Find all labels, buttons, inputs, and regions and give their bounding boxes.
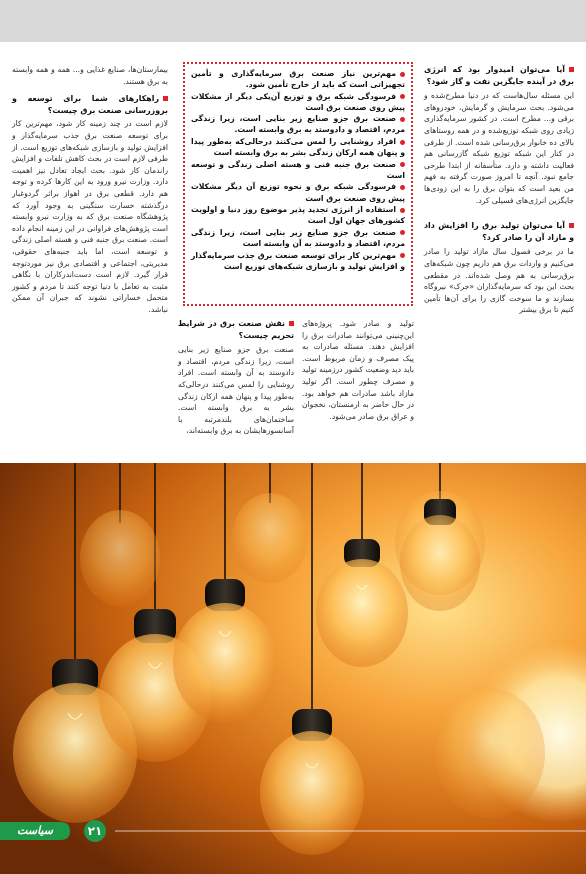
page-footer <box>0 818 586 842</box>
left-column <box>12 64 168 315</box>
red-square-icon <box>569 223 574 228</box>
bullet-icon <box>400 253 405 258</box>
light-bulbs-photo <box>0 463 586 874</box>
highlight-item: مهم‌ترین کار برای توسعه صنعت برق جذب سرمایه‌گذار و افزایش تولید و بازسازی شبکه‌های توزیع است <box>191 250 405 271</box>
bullet-icon <box>400 94 405 99</box>
question-heading: آیا می‌توان تولید برق را افزایش داد و مازاد آن را صادر کرد؟ <box>424 221 574 242</box>
answer-paragraph: لازم است در چند زمینه کار شود، مهم‌ترین کار برای توسعه صنعت برق جذب سرمایه‌گذار و افزایش تولید و بازسازی شبکه‌های توزیع است. از طرفی لازم است در بحث کاهش تلفات و افزایش راندمان کار شود. بحث ایجاد تعادل نیز اهمیت دارد. وزارت نیرو ورود به این کارها کرده و توجه هم دارد. قطعی برق در اهواز براثر گردوغبار درگذشته خسارت سنگینی به وجود آورد که پژوهشگاه صنعت برق که به وزارت نیرو وابسته است پژوهش‌های فراوانی در این زمینه انجام داده است. صنعت برق جنبه فنی و هسته اصلی زندگی و توسعه است، اما باید جنبه‌های حقوقی، مدیریتی، اجتماعی و اقتصادی برق نیز موردتوجه قرار گیرد. لازم است دست‌اندرکاران با نگاهی مثبت به تعامل با دنیا توجه کنند تا مردم و کشور متحمل خساراتی نشوند که جبران آن ممکن نباشد. <box>12 119 168 314</box>
body-paragraph: تولید و صادر شود. پروژه‌های این‌چنینی می‌توانند صادرات برق را افزایش دهند. مسئله صادرات به پیک مصرف و زمان مربوط است. باید دید وضعیت کشور درزمینه تولید و مصرف چطور است. اگر تولید مازاد باشد صادرات هم خواهد بود. در حال حاضر به ارمنستان، نخجوان و عراق برق صادر می‌شود. <box>302 319 414 421</box>
bullet-icon <box>400 140 405 145</box>
bullet-icon <box>400 72 405 77</box>
red-square-icon <box>289 321 294 326</box>
question-heading: آیا می‌توان امیدوار بود که انرژی برق در آینده جایگزین نفت و گاز شود؟ <box>424 65 574 86</box>
bullet-icon <box>400 208 405 213</box>
answer-paragraph: این مسئله سال‌هاست که در دنیا مطرح‌شده و می‌شود. بحث سرمایش و گرمایش، خودروهای برقی و... مطرح است. در کشور سرمایه‌گذاری زیادی روی شبکه توزیع‌شده و در همه روستاهای بالای ده خانوار برق‌رسانی شده است. از طرفی در کنار این شبکه توزیع شبکه گازرسانی هم فعالیت داشته و دارد. متأسفانه از ابتدا طرحی جامع نبود. آنچه تا امروز صورت گرفته به فهم من بعید است که بتوان برق را به این زودی‌ها جایگزین انرژی‌های فسیلی کرد. <box>424 91 574 205</box>
highlight-item: استفاده از انرژی تجدید پذیر موضوع روز دنیا و اولویت کشورهای جهان اول است <box>191 205 405 226</box>
body-paragraph: بیمارستان‌ها، صنایع غذایی و... همه و همه وابسته به برق هستند. <box>12 65 168 86</box>
question-heading: نقش صنعت برق در شرایط تحریم چیست؟ <box>178 319 294 340</box>
red-square-icon <box>569 67 574 72</box>
highlight-item: مهم‌ترین نیاز صنعت برق سرمایه‌گذاری و تأمین تجهیزاتی است که باید از خارج تأمین شود. <box>191 69 405 90</box>
highlight-item: صنعت برق جزو صنایع زیر بنایی است، زیرا زندگی مردم، اقتصاد و دادوستد به برق وابسته است. <box>191 114 405 135</box>
bullet-icon <box>400 162 405 167</box>
highlight-item: فرسودگی شبکه برق و نحوه توزیع آن دیگر مشکلات پیش روی صنعت برق است <box>191 182 405 203</box>
logo-text: سیاست <box>17 824 53 837</box>
highlight-item: صنعت برق جزو صنایع زیر بنایی است، زیرا زندگی مردم، اقتصاد و دادوستد به آن وابسته است <box>191 227 405 248</box>
light-bulbs-image <box>0 463 586 874</box>
question-heading: راهکارهای شما برای توسعه و بروزرسانی صنعت برق چیست؟ <box>12 94 168 115</box>
bullet-icon <box>400 185 405 190</box>
answer-paragraph: ما در برخی فصول سال مازاد تولید را صادر می‌کنیم و واردات برق هم داریم چون شبکه‌های برق‌رسانی به هم وصل شده‌اند. در مقطعی بحث این بود که سرمایه‌گذاران «جرک» نیروگاه بسازند و ما سوخت گازی را برای آن‌ها تأمین کنیم تا برق بیشتر <box>424 247 574 315</box>
highlight-item: صنعت برق جنبه فنی و هسته اصلی زندگی و توسعه است <box>191 159 405 180</box>
bullet-icon <box>400 117 405 122</box>
header-band <box>0 0 586 42</box>
highlights-box <box>183 62 413 306</box>
page-number: ۲۱ <box>87 824 103 838</box>
bullet-icon <box>400 230 405 235</box>
highlight-item: فرسودگی شبکه برق و توزیع آن‌یکی دیگر از مشکلات پیش روی صنعت برق است <box>191 91 405 112</box>
middle-left-column <box>178 318 294 437</box>
answer-paragraph: صنعت برق جزو صنایع زیر بنایی است، زیرا زندگی مردم، اقتصاد و دادوستد به آن وابسته است. افراد روشنایی را لمس می‌کنند درحالی‌که به‌طور پیدا و پنهان همه ارکان زندگی بشر به برق وابسته است. ساختمان‌های بلندمرتبه با آسانسورهایشان به برق وابسته‌اند، <box>178 345 294 436</box>
highlight-item: افراد روشنایی را لمس می‌کنند درحالی‌که به‌طور پیدا و پنهان همه ارکان زندگی بشر به برق وابسته است <box>191 137 405 158</box>
red-square-icon <box>163 96 168 101</box>
middle-right-column <box>302 318 414 422</box>
right-column <box>424 64 574 316</box>
